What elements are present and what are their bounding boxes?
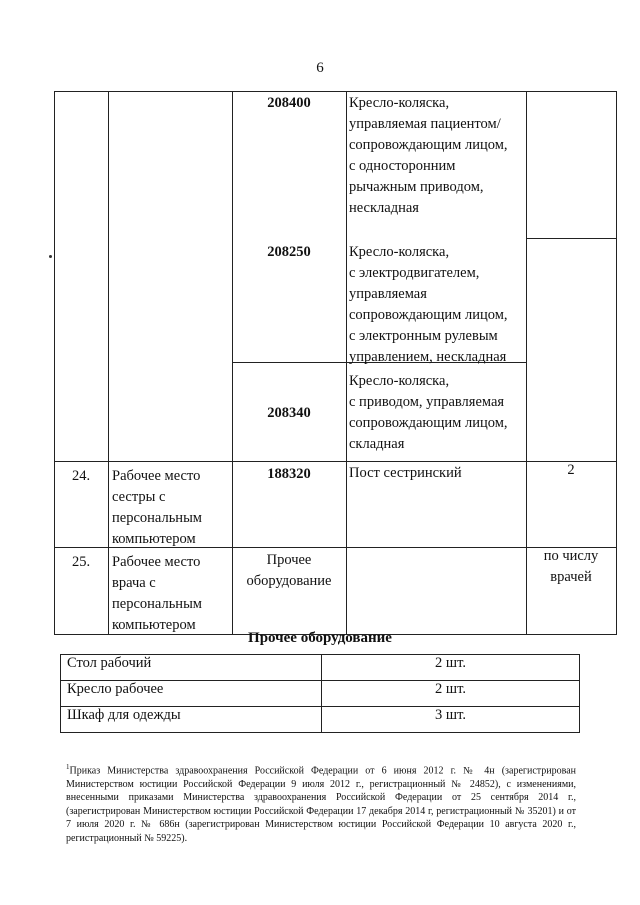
item-qty: 3 шт.	[322, 707, 580, 733]
other-equipment-table	[60, 654, 580, 733]
table-cell-code: 208400	[267, 95, 311, 111]
table-cell-qty: 2	[567, 462, 575, 478]
col-border	[616, 91, 617, 634]
table-cell-name: Пост сестринский	[349, 465, 462, 481]
table-row	[61, 681, 580, 707]
footnote-text: Приказ Министерства здравоохранения Российской Федерации от 6 июня 2012 г. № 4н (зарегистрирован Министерством юстиции Российской Федерации 9 июля 2012 г., регистрационный № 24852), с изменениями, внесенными приказами Министерства здравоохранения Российской Федерации от 25 сентября 2014 г., (зарегистрирован Министерством юстиции Российской Федерации 17 декабря 2014 г, регистрационный № 35201) и от 7 июля 2020 г. № 686н (зарегистрирован Министерством юстиции Российской Федерации 10 августа 2020 г., регистрационный № 59225).	[66, 765, 576, 844]
item-qty: 2 шт.	[322, 655, 580, 681]
item-name: Шкаф для одежды	[61, 707, 322, 733]
table-row	[61, 655, 580, 681]
section-title: Прочее оборудование	[248, 630, 392, 646]
col-border	[108, 91, 109, 634]
row-divider	[526, 238, 617, 239]
table-cell-num: 24.	[71, 468, 91, 484]
table-cell-code: 208340	[267, 405, 311, 421]
table-cell-workplace: Рабочее место врача с персональным компьютером	[112, 554, 202, 633]
margin-dot	[49, 255, 52, 258]
table-top-border	[54, 91, 617, 92]
table-cell-code: 208250	[267, 244, 311, 260]
item-qty: 2 шт.	[322, 681, 580, 707]
table-cell-code: 188320	[267, 466, 311, 482]
item-name: Кресло рабочее	[61, 681, 322, 707]
table-cell-name: Кресло-коляска, с приводом, управляемая сопровождающим лицом, складная	[349, 373, 508, 452]
page-number: 6	[316, 60, 324, 76]
col-border	[346, 91, 347, 634]
item-name: Стол рабочий	[61, 655, 322, 681]
footnote	[66, 761, 576, 845]
table-cell-num: 25.	[71, 554, 91, 570]
table-cell-name: Кресло-коляска, с электродвигателем, управляемая сопровождающим лицом, с электронным рулевым управлением, нескладная	[349, 244, 508, 365]
table-cell-workplace: Рабочее место сестры с персональным компьютером	[112, 468, 202, 547]
table-cell-name: Кресло-коляска, управляемая пациентом/ сопровождающим лицом, с односторонним рычажным приводом, нескладная	[349, 95, 508, 216]
footnote-mark: 1	[66, 763, 70, 771]
table-cell-code: Прочее оборудование	[246, 552, 332, 589]
table-cell-qty: по числу врачей	[543, 548, 599, 585]
table-row	[61, 707, 580, 733]
